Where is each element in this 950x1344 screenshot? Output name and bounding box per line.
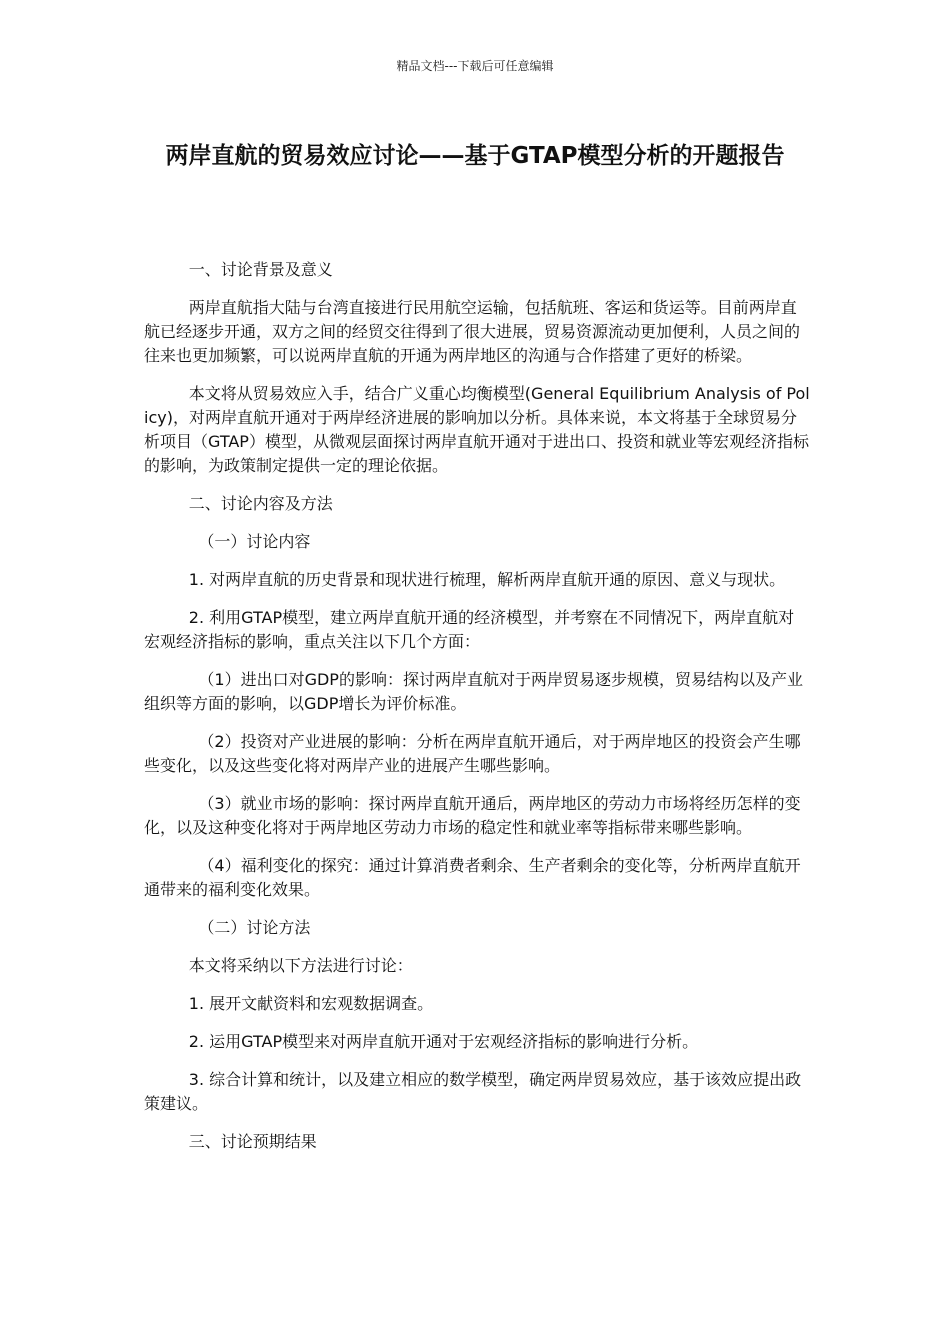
paragraph-approach: 本文将从贸易效应入手，结合广义重心均衡模型(General Equilibrium Analysis of Policy)，对两岸直航开通对于两岸经济进展的影响加以分析。具体来说，本文将基于全球贸易分析项目（GTAP）模型，从微观层面探讨两岸直航开通对于进出口、投资和就业等宏观经济指标的影响，为政策制定提供一定的理论依据。 xyxy=(144,384,810,475)
list-item-welfare: （4）福利变化的探究：通过计算消费者剩余、生产者剩余的变化等，分析两岸直航开通带来的福利变化效果。 xyxy=(144,856,801,899)
section-heading-2: 二、讨论内容及方法 xyxy=(188,494,333,513)
page-title: 两岸直航的贸易效应讨论——基于GTAP模型分析的开题报告 xyxy=(165,143,785,169)
list-item-gdp: （1）进出口对GDP的影响：探讨两岸直航对于两岸贸易逐步规模，贸易结构以及产业组织等方面的影响，以GDP增长为评价标准。 xyxy=(144,670,803,713)
list-item-method-2: 2. 运用GTAP模型来对两岸直航开通对于宏观经济指标的影响进行分析。 xyxy=(188,1032,699,1051)
list-item-method-1: 1. 展开文献资料和宏观数据调查。 xyxy=(188,994,434,1013)
list-item-content-1: 1. 对两岸直航的历史背景和现状进行梳理，解析两岸直航开通的原因、意义与现状。 xyxy=(188,570,786,589)
list-item-investment: （2）投资对产业进展的影响：分析在两岸直航开通后，对于两岸地区的投资会产生哪些变化，以及这些变化将对两岸产业的进展产生哪些影响。 xyxy=(144,732,801,775)
list-item-method-3: 3. 综合计算和统计，以及建立相应的数学模型，确定两岸贸易效应，基于该效应提出政策建议。 xyxy=(144,1070,802,1113)
header-note: 精品文档---下载后可任意编辑 xyxy=(396,59,554,73)
list-item-employment: （3）就业市场的影响：探讨两岸直航开通后，两岸地区的劳动力市场将经历怎样的变化，以及这种变化将对于两岸地区劳动力市场的稳定性和就业率等指标带来哪些影响。 xyxy=(144,794,801,837)
section-heading-1: 一、讨论背景及意义 xyxy=(188,260,333,279)
paragraph-background: 两岸直航指大陆与台湾直接进行民用航空运输，包括航班、客运和货运等。目前两岸直航已经逐步开通，双方之间的经贸交往得到了很大进展，贸易资源流动更加便利，人员之间的往来也更加频繁，可以说两岸直航的开通为两岸地区的沟通与合作搭建了更好的桥梁。 xyxy=(144,298,801,365)
method-intro: 本文将采纳以下方法进行讨论： xyxy=(188,956,413,975)
subsection-heading-method: （二）讨论方法 xyxy=(198,918,311,937)
section-heading-3: 三、讨论预期结果 xyxy=(188,1132,317,1151)
list-item-content-2: 2. 利用GTAP模型，建立两岸直航开通的经济模型，并考察在不同情况下，两岸直航对宏观经济指标的影响，重点关注以下几个方面： xyxy=(144,608,795,651)
subsection-heading-content: （一）讨论内容 xyxy=(198,532,311,551)
document-body xyxy=(144,258,810,1168)
